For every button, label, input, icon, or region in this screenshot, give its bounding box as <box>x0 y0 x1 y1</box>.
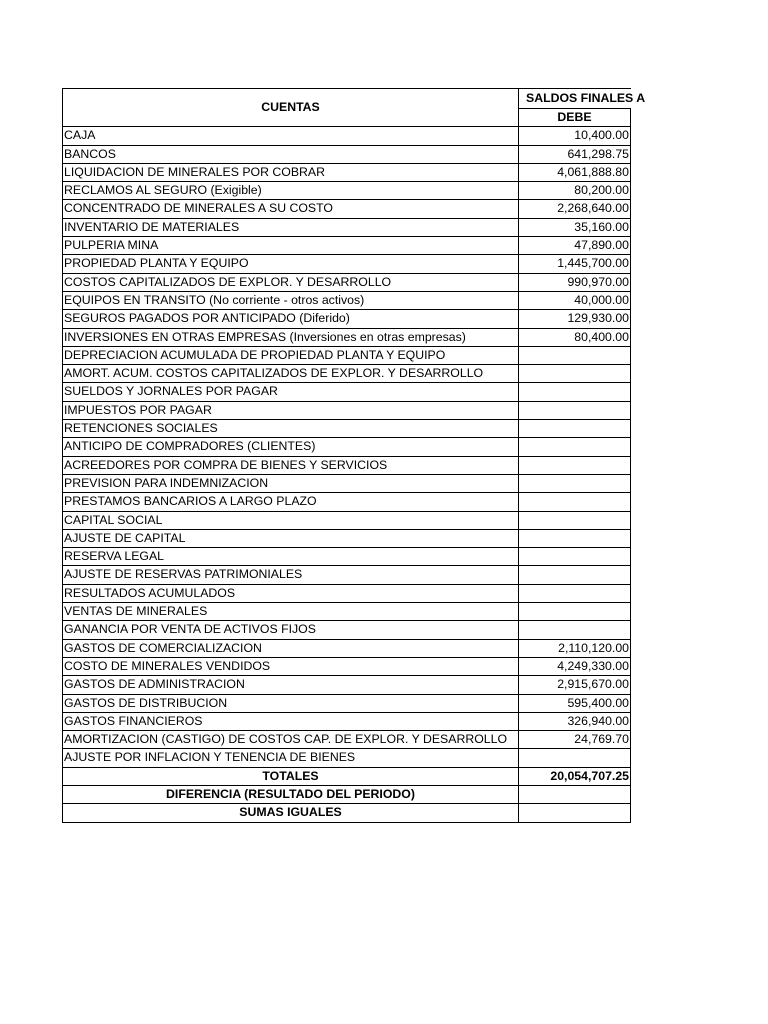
account-cell[interactable]: ACREEDORES POR COMPRA DE BIENES Y SERVICIOS <box>63 456 519 474</box>
account-cell[interactable]: RETENCIONES SOCIALES <box>63 420 519 438</box>
account-cell[interactable]: BANCOS <box>63 145 519 163</box>
table-row <box>63 493 631 511</box>
account-cell[interactable]: RESERVA LEGAL <box>63 548 519 566</box>
debit-cell[interactable]: 4,249,330.00 <box>519 657 631 675</box>
table-row <box>63 291 631 309</box>
table-row <box>63 438 631 456</box>
account-cell[interactable]: RECLAMOS AL SEGURO (Exigible) <box>63 182 519 200</box>
debit-cell[interactable]: 24,769.70 <box>519 731 631 749</box>
difference-debit[interactable] <box>519 785 631 803</box>
debit-cell[interactable] <box>519 346 631 364</box>
debit-cell[interactable]: 4,061,888.80 <box>519 163 631 181</box>
account-cell[interactable]: INVENTARIO DE MATERIALES <box>63 218 519 236</box>
account-cell[interactable]: GASTOS DE ADMINISTRACION <box>63 676 519 694</box>
table-row <box>63 127 631 145</box>
equal-sums-row <box>63 804 631 822</box>
account-cell[interactable]: GASTOS DE COMERCIALIZACION <box>63 639 519 657</box>
debit-cell[interactable] <box>519 456 631 474</box>
table-row <box>63 529 631 547</box>
debit-header[interactable]: DEBE <box>519 109 631 127</box>
debit-cell[interactable] <box>519 383 631 401</box>
table-row <box>63 420 631 438</box>
debit-cell[interactable]: 80,400.00 <box>519 328 631 346</box>
account-cell[interactable]: SEGUROS PAGADOS POR ANTICIPADO (Diferido) <box>63 310 519 328</box>
account-cell[interactable]: SUELDOS Y JORNALES POR PAGAR <box>63 383 519 401</box>
debit-cell[interactable] <box>519 749 631 767</box>
table-row <box>63 712 631 730</box>
totals-label[interactable]: TOTALES <box>63 767 519 785</box>
table-row <box>63 310 631 328</box>
debit-cell[interactable]: 40,000.00 <box>519 291 631 309</box>
debit-cell[interactable] <box>519 438 631 456</box>
table-row <box>63 566 631 584</box>
account-cell[interactable]: PREVISION PARA INDEMNIZACION <box>63 474 519 492</box>
account-rows <box>63 127 631 767</box>
account-cell[interactable]: COSTOS CAPITALIZADOS DE EXPLOR. Y DESARROLLO <box>63 273 519 291</box>
table-row <box>63 163 631 181</box>
table-row <box>63 676 631 694</box>
debit-cell[interactable] <box>519 474 631 492</box>
totals-debit[interactable]: 20,054,707.25 <box>519 767 631 785</box>
table-row <box>63 200 631 218</box>
account-cell[interactable]: AJUSTE POR INFLACION Y TENENCIA DE BIENES <box>63 749 519 767</box>
debit-cell[interactable] <box>519 584 631 602</box>
debit-cell[interactable] <box>519 566 631 584</box>
debit-cell[interactable] <box>519 621 631 639</box>
account-cell[interactable]: CAPITAL SOCIAL <box>63 511 519 529</box>
debit-cell[interactable] <box>519 420 631 438</box>
table-row <box>63 603 631 621</box>
debit-cell[interactable]: 47,890.00 <box>519 237 631 255</box>
debit-cell[interactable] <box>519 493 631 511</box>
account-cell[interactable]: LIQUIDACION DE MINERALES POR COBRAR <box>63 163 519 181</box>
debit-cell[interactable]: 129,930.00 <box>519 310 631 328</box>
account-cell[interactable]: CAJA <box>63 127 519 145</box>
account-cell[interactable]: DEPRECIACION ACUMULADA DE PROPIEDAD PLANTA Y EQUIPO <box>63 346 519 364</box>
table-row <box>63 346 631 364</box>
debit-cell[interactable]: 2,915,670.00 <box>519 676 631 694</box>
account-cell[interactable]: GANANCIA POR VENTA DE ACTIVOS FIJOS <box>63 621 519 639</box>
table-row <box>63 365 631 383</box>
account-cell[interactable]: CONCENTRADO DE MINERALES A SU COSTO <box>63 200 519 218</box>
account-cell[interactable]: GASTOS FINANCIEROS <box>63 712 519 730</box>
account-cell[interactable]: AJUSTE DE CAPITAL <box>63 529 519 547</box>
debit-cell[interactable] <box>519 401 631 419</box>
debit-cell[interactable]: 1,445,700.00 <box>519 255 631 273</box>
debit-cell[interactable]: 990,970.00 <box>519 273 631 291</box>
table-row <box>63 273 631 291</box>
account-cell[interactable]: PROPIEDAD PLANTA Y EQUIPO <box>63 255 519 273</box>
account-cell[interactable]: INVERSIONES EN OTRAS EMPRESAS (Inversiones en otras empresas) <box>63 328 519 346</box>
account-cell[interactable]: AMORT. ACUM. COSTOS CAPITALIZADOS DE EXPLOR. Y DESARROLLO <box>63 365 519 383</box>
table-row <box>63 474 631 492</box>
accounts-header[interactable]: CUENTAS <box>63 89 519 127</box>
account-cell[interactable]: PRESTAMOS BANCARIOS A LARGO PLAZO <box>63 493 519 511</box>
debit-cell[interactable]: 2,268,640.00 <box>519 200 631 218</box>
debit-cell[interactable]: 10,400.00 <box>519 127 631 145</box>
table-row <box>63 255 631 273</box>
debit-cell[interactable] <box>519 548 631 566</box>
debit-cell[interactable] <box>519 365 631 383</box>
debit-cell[interactable] <box>519 603 631 621</box>
table-row <box>63 328 631 346</box>
debit-cell[interactable]: 326,940.00 <box>519 712 631 730</box>
table-row <box>63 749 631 767</box>
debit-cell[interactable]: 2,110,120.00 <box>519 639 631 657</box>
table-row <box>63 456 631 474</box>
table-row <box>63 621 631 639</box>
account-cell[interactable]: EQUIPOS EN TRANSITO (No corriente - otros activos) <box>63 291 519 309</box>
account-cell[interactable]: ANTICIPO DE COMPRADORES (CLIENTES) <box>63 438 519 456</box>
table-row <box>63 218 631 236</box>
debit-cell[interactable]: 595,400.00 <box>519 694 631 712</box>
table-row <box>63 401 631 419</box>
debit-cell[interactable]: 80,200.00 <box>519 182 631 200</box>
account-cell[interactable]: RESULTADOS ACUMULADOS <box>63 584 519 602</box>
table-row <box>63 584 631 602</box>
table-row <box>63 145 631 163</box>
equal-sums-label[interactable]: SUMAS IGUALES <box>63 804 519 822</box>
table-row <box>63 657 631 675</box>
difference-label[interactable]: DIFERENCIA (RESULTADO DEL PERIODO) <box>63 785 519 803</box>
table-row <box>63 511 631 529</box>
account-cell[interactable]: VENTAS DE MINERALES <box>63 603 519 621</box>
debit-cell[interactable]: 641,298.75 <box>519 145 631 163</box>
account-cell[interactable]: AJUSTE DE RESERVAS PATRIMONIALES <box>63 566 519 584</box>
table-row <box>63 548 631 566</box>
table-row <box>63 639 631 657</box>
account-cell[interactable]: IMPUESTOS POR PAGAR <box>63 401 519 419</box>
table-row <box>63 694 631 712</box>
balances-header[interactable]: SALDOS FINALES A <box>519 89 631 109</box>
totals-row <box>63 767 631 785</box>
account-cell[interactable]: PULPERIA MINA <box>63 237 519 255</box>
table-row <box>63 237 631 255</box>
debit-cell[interactable]: 35,160.00 <box>519 218 631 236</box>
equal-sums-debit[interactable] <box>519 804 631 822</box>
debit-cell[interactable] <box>519 529 631 547</box>
table-row <box>63 383 631 401</box>
balance-table <box>62 88 646 823</box>
spreadsheet <box>62 88 646 823</box>
account-cell[interactable]: AMORTIZACION (CASTIGO) DE COSTOS CAP. DE EXPLOR. Y DESARROLLO <box>63 731 519 749</box>
table-row <box>63 731 631 749</box>
difference-row <box>63 785 631 803</box>
account-cell[interactable]: GASTOS DE DISTRIBUCION <box>63 694 519 712</box>
account-cell[interactable]: COSTO DE MINERALES VENDIDOS <box>63 657 519 675</box>
debit-cell[interactable] <box>519 511 631 529</box>
table-row <box>63 182 631 200</box>
